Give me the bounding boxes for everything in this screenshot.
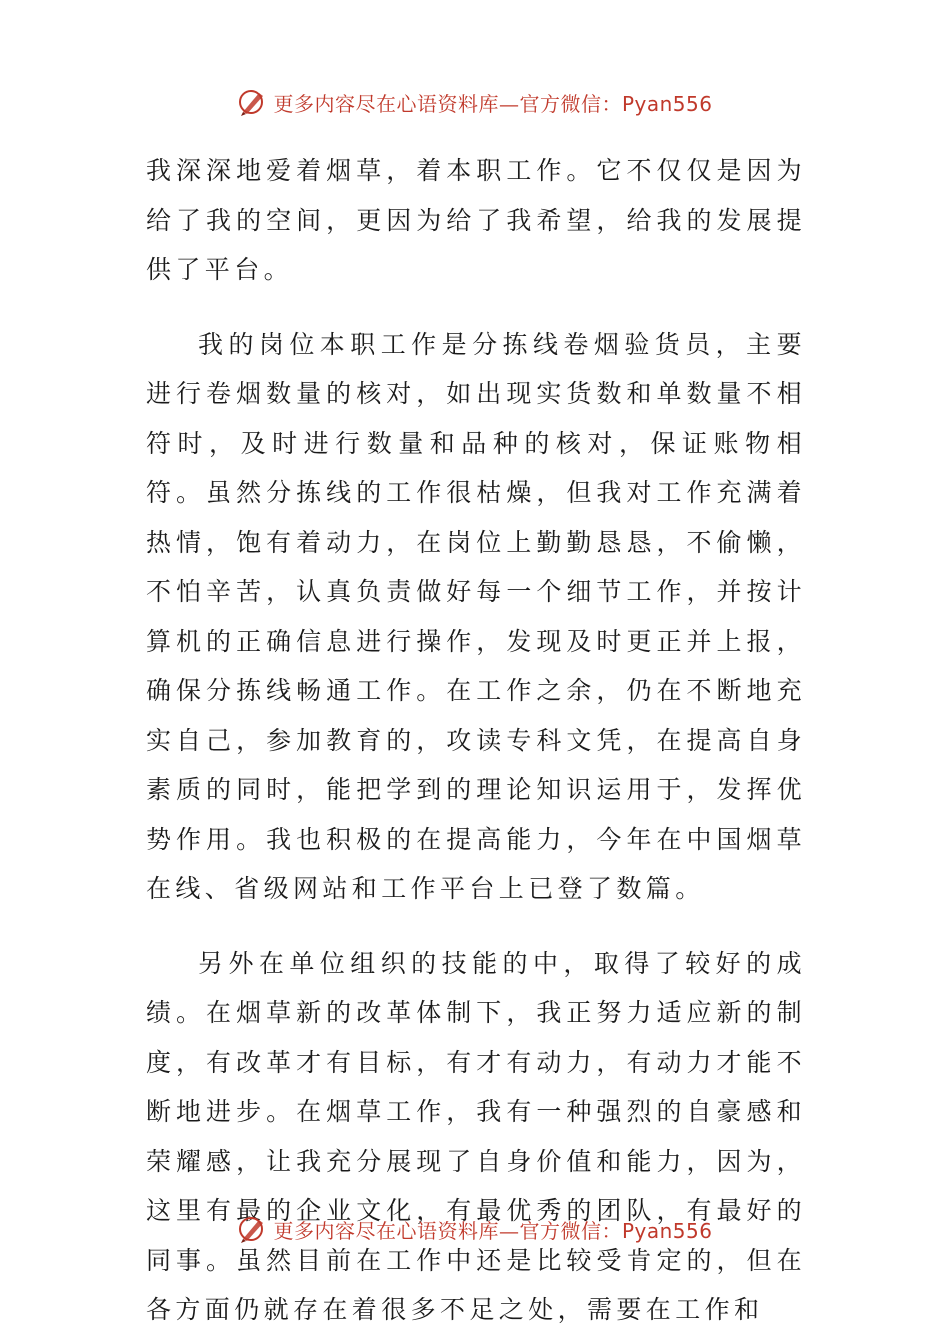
paragraph-2: 我的岗位本职工作是分拣线卷烟验货员，主要进行卷烟数量的核对，如出现实货数和单数量不相符时，及时进行数量和品种的核对，保证账物相符。虽然分拣线的工作很枯燥，但我对工作充满着热情，饱有着动力，在岗位上勤勤恳恳，不偷懒，不怕辛苦，认真负责做好每一个细节工作，并按计算机的正确信息进行操作，发现及时更正并上报，确保分拣线畅通工作。在工作之余，仍在不断地充实自己，参加教育的，攻读专科文凭，在提高自身素质的同时，能把学到的理论知识运用于，发挥优势作用。我也积极的在提高能力，今年在中国烟草在线、省级网站和工作平台上已登了数篇。	[146, 329, 806, 903]
footer-banner	[0, 1209, 950, 1249]
banner-wechat: 官方微信：Pyan556	[519, 1218, 713, 1243]
header-banner	[0, 82, 950, 122]
pen-logo-icon	[237, 1214, 267, 1244]
paragraph-1: 我深深地爱着烟草，着本职工作。它不仅仅是因为给了我的空间，更因为给了我希望，给我的发展提供了平台。	[146, 156, 806, 284]
banner-text-prefix: 更多内容尽在心语资料库—	[273, 1218, 520, 1243]
document-body	[146, 146, 806, 1335]
banner-text	[273, 1215, 712, 1244]
paragraph-3: 另外在单位组织的技能的中，取得了较好的成绩。在烟草新的改革体制下，我正努力适应新的制度，有改革才有目标，有才有动力，有动力才能不断地进步。在烟草工作，我有一种强烈的自豪感和荣耀感，让我充分展现了自身价值和能力，因为，这里有最的企业文化，有最优秀的团队，有最好的同事。虽然目前在工作中还是比较受肯定的，但在各方面仍就存在着很多不足之处，需要在工作和	[146, 948, 806, 1324]
banner-wechat: 官方微信：Pyan556	[519, 91, 713, 116]
banner-text-prefix: 更多内容尽在心语资料库—	[273, 91, 520, 116]
pen-logo-icon	[237, 87, 267, 117]
banner-text	[273, 88, 712, 117]
